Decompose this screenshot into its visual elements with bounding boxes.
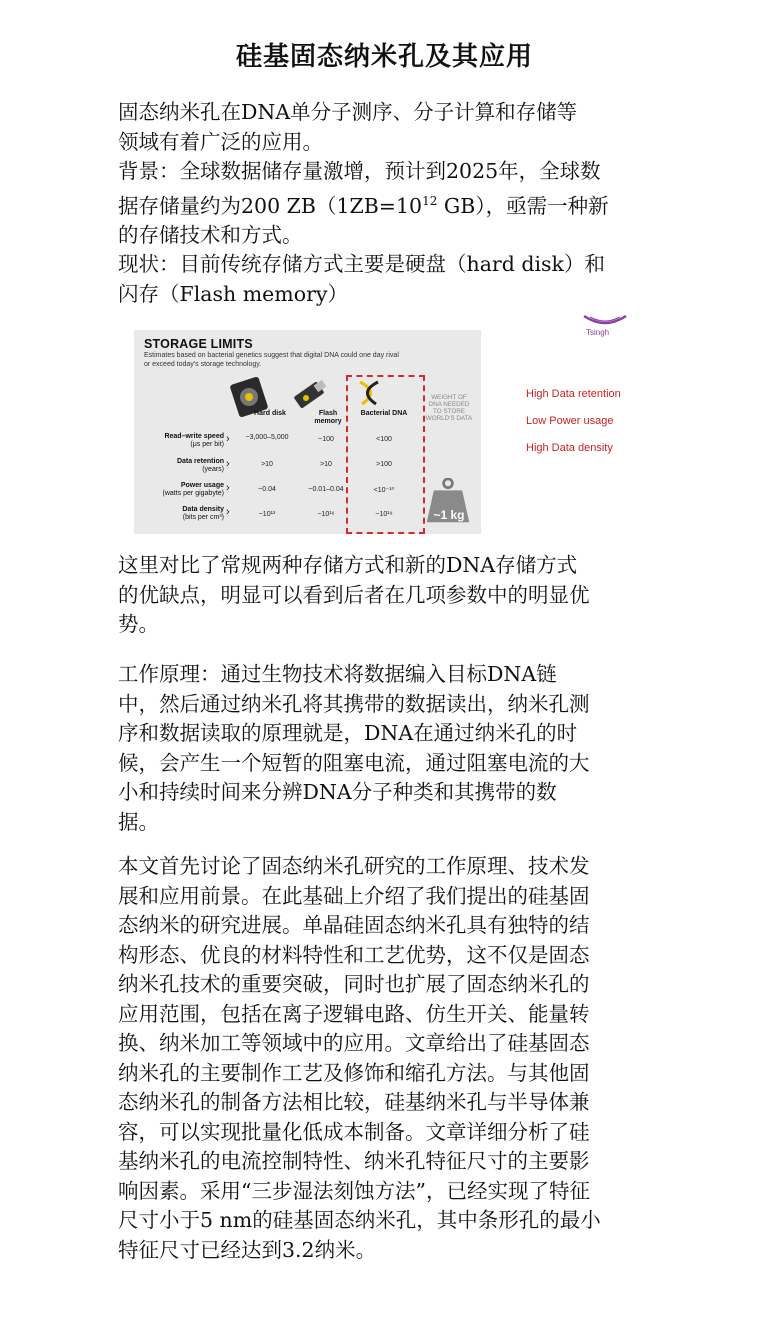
text-line: 领域有着广泛的应用。 — [118, 129, 323, 154]
storage-figure — [134, 314, 656, 536]
value-cell: >10 — [320, 461, 332, 468]
comparison-paragraph — [118, 551, 653, 640]
value-cell: ~0.01–0.04 — [308, 486, 344, 493]
text-line: 纳米孔的主要制作工艺及修饰和缩孔方法。与其他固 — [118, 1060, 590, 1085]
text-line: 现状：目前传统存储方式主要是硬盘（hard disk）和 — [118, 252, 605, 277]
text-line: 构形态、优良的材料特性和工艺优势，这不仅是固态 — [118, 942, 590, 967]
text-line: 响因素。采用“三步湿法刻蚀方法”，已经实现了特征 — [118, 1178, 590, 1203]
column-header-flash: Flash memory — [314, 410, 342, 425]
chevron-right-icon: › — [226, 433, 230, 445]
row-label-name: Power usage — [180, 482, 224, 489]
value-cell: <100 — [376, 436, 392, 443]
principle-paragraph — [118, 660, 653, 837]
text-line: 势。 — [118, 612, 159, 636]
weight-value: ~1 kg — [433, 508, 465, 522]
text-segment: GB），亟需一种新 — [437, 193, 609, 218]
value-cell: ~0.04 — [258, 486, 276, 493]
chart-title: STORAGE LIMITS — [144, 337, 253, 351]
text-line: 尺寸小于5 nm的硅基固态纳米孔，其中条形孔的最小 — [118, 1208, 601, 1232]
row-label-name: Read–write speed — [164, 433, 224, 440]
value-cell: <10⁻¹⁰ — [373, 487, 395, 494]
legend-item: High Data density — [526, 442, 613, 454]
legend-item: High Data retention — [526, 388, 621, 400]
value-cell: ~10¹³ — [258, 511, 276, 518]
legend-item: Low Power usage — [526, 415, 614, 427]
value-cell: ~3,000–5,000 — [245, 434, 289, 441]
text-line: 特征尺寸已经达到3.2纳米。 — [118, 1237, 377, 1262]
university-logo — [582, 314, 656, 337]
row-label-name: Data density — [182, 506, 224, 513]
text-line: 本文首先讨论了固态纳米孔研究的工作原理、技术发 — [118, 854, 590, 878]
text-line: 序和数据读取的原理就是，DNA在通过纳米孔的时 — [118, 721, 578, 745]
text-line — [118, 187, 653, 221]
row-label-unit: (years) — [202, 466, 224, 473]
value-cell: >10 — [261, 461, 273, 468]
summary-paragraph — [118, 852, 653, 1265]
row-label-unit: (μs per bit) — [190, 441, 224, 448]
chevron-right-icon: › — [226, 482, 230, 494]
text-line: 闪存（Flash memory） — [118, 281, 348, 306]
logo-seal-icon — [582, 314, 628, 328]
text-line: 应用范围，包括在离子逻辑电路、仿生开关、能量转 — [118, 1001, 590, 1026]
value-cell: ~100 — [318, 436, 334, 443]
weight-caption: WEIGHT OF DNA NEEDED TO STORE WORLD'S DATA — [425, 394, 473, 422]
text-line: 背景：全球数据储存量激增，预计到2025年，全球数 — [118, 159, 601, 183]
row-label-name: Data retention — [176, 458, 224, 465]
text-line: 中，然后通过纳米孔将其携带的数据读出，纳米孔测 — [118, 691, 590, 716]
text-line: 候，会产生一个短暂的阻塞电流，通过阻塞电流的大 — [118, 750, 590, 775]
text-line: 基纳米孔的电流控制特性、纳米孔特征尺寸的主要影 — [118, 1149, 590, 1173]
text-segment: 据存储量约为200 ZB（1ZB=10 — [118, 193, 423, 218]
column-header-dna: Bacterial DNA — [360, 410, 408, 417]
row-label — [140, 458, 224, 474]
text-line: 纳米孔技术的重要突破，同时也扩展了固态纳米孔的 — [118, 972, 590, 996]
storage-limits-chart — [134, 330, 481, 534]
page-title: 硅基固态纳米孔及其应用 — [235, 42, 533, 72]
logo-text: Tsingh — [586, 328, 610, 337]
row-label — [140, 482, 224, 498]
text-line: 容，可以实现批量化低成本制备。文章详细分析了硅 — [118, 1119, 590, 1144]
value-cell: ~10¹⁹ — [375, 511, 393, 518]
text-line: 工作原理：通过生物技术将数据编入目标DNA链 — [118, 662, 557, 686]
row-label — [140, 506, 224, 522]
text-line: 态纳米的研究进展。单晶硅固态纳米孔具有独特的结 — [118, 913, 590, 937]
superscript: 12 — [422, 193, 438, 208]
chevron-right-icon: › — [226, 458, 230, 470]
row-label — [140, 433, 224, 449]
row-label-unit: (watts per gigabyte) — [162, 490, 224, 497]
intro-paragraph — [118, 98, 653, 309]
text-line: 展和应用前景。在此基础上介绍了我们提出的硅基固 — [118, 883, 590, 908]
chart-subtitle: Estimates based on bacterial genetics suggest that digital DNA could one day rival or exceed today's storage technology. — [144, 352, 399, 368]
chevron-right-icon: › — [226, 506, 230, 518]
text-line: 态纳米孔的制备方法相比较，硅基纳米孔与半导体兼 — [118, 1090, 590, 1114]
text-line: 这里对比了常规两种存储方式和新的DNA存储方式 — [118, 553, 578, 577]
text-line: 的优缺点，明显可以看到后者在几项参数中的明显优 — [118, 582, 590, 607]
text-line: 固态纳米孔在DNA单分子测序、分子计算和存储等 — [118, 100, 578, 124]
text-line: 小和持续时间来分辨DNA分子种类和其携带的数 — [118, 780, 557, 804]
value-cell: >100 — [376, 461, 392, 468]
row-label-unit: (bits per cm³) — [182, 514, 224, 521]
text-line: 的存储技术和方式。 — [118, 222, 303, 247]
text-line: 换、纳米加工等领域中的应用。文章给出了硅基固态 — [118, 1031, 590, 1055]
text-line: 据。 — [118, 809, 159, 834]
column-header-hard-disk: Hard disk — [254, 410, 286, 417]
value-cell: ~10¹⁶ — [317, 511, 335, 518]
